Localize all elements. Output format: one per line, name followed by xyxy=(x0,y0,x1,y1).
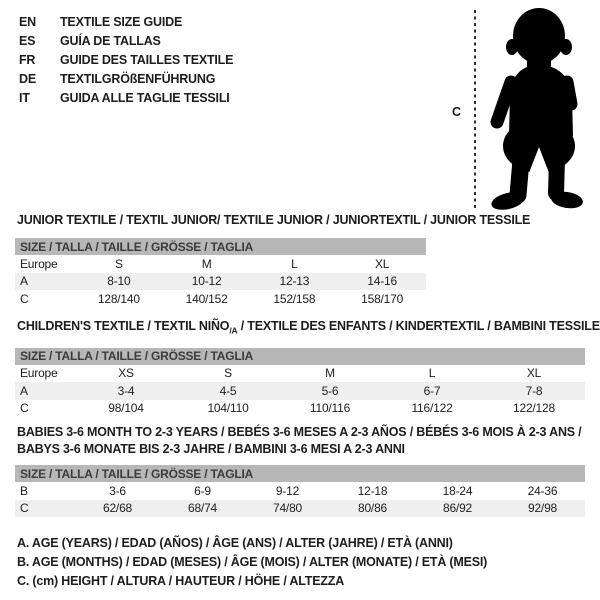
age-cell: 18-24 xyxy=(442,483,473,498)
size-cell: XL xyxy=(526,366,542,381)
age-cell: 6-7 xyxy=(381,382,483,400)
height-cell: 74/80 xyxy=(245,500,330,518)
language-row-en xyxy=(19,12,233,31)
size-cell: XL xyxy=(374,256,390,271)
size-cell: S xyxy=(114,256,123,271)
language-label: GUÍA DE TALLAS xyxy=(60,33,161,48)
height-cell: 62/68 xyxy=(75,500,160,518)
table-row-europe xyxy=(15,255,426,273)
row-label: Europe xyxy=(20,366,58,381)
height-cell: 92/98 xyxy=(500,500,585,518)
language-row-it xyxy=(19,88,233,107)
children-size-table xyxy=(15,348,585,418)
age-cell: 3-6 xyxy=(109,483,126,498)
height-cell: 68/74 xyxy=(160,500,245,518)
babies-table-title xyxy=(17,424,585,458)
size-cell: L xyxy=(291,256,298,271)
height-cell: 116/122 xyxy=(411,401,453,416)
height-cell: 98/104 xyxy=(108,401,144,416)
table-row-age xyxy=(15,382,585,400)
language-code: ES xyxy=(19,33,36,48)
age-cell: 12-13 xyxy=(251,273,339,291)
language-code: IT xyxy=(19,90,30,105)
size-cell: L xyxy=(428,366,436,381)
age-cell: 10-12 xyxy=(163,273,251,291)
language-code: EN xyxy=(19,14,36,29)
language-code: FR xyxy=(19,52,36,67)
row-label: B xyxy=(20,483,28,498)
title-subscript: /A xyxy=(229,325,238,336)
language-label: GUIDA ALLE TAGLIE TESSILI xyxy=(60,90,230,105)
age-cell: 14-16 xyxy=(338,273,426,291)
babies-textile-section xyxy=(15,424,585,517)
footnote-age-years: A. AGE (YEARS) / EDAD (AÑOS) / ÂGE (ANS) / ALTER (JAHRE) / ETÀ (ANNI) xyxy=(17,536,453,550)
table-row-age xyxy=(15,273,426,291)
footnotes-legend xyxy=(17,534,487,591)
age-cell: 7-8 xyxy=(483,382,585,400)
baby-silhouette-icon xyxy=(483,5,595,211)
age-cell: 12-18 xyxy=(357,483,388,498)
height-cell: 140/152 xyxy=(185,291,228,306)
junior-table-title: JUNIOR TEXTILE / TEXTIL JUNIOR/ TEXTILE JUNIOR / JUNIORTEXTIL / JUNIOR TESSILE xyxy=(17,213,531,227)
language-label: GUIDE DES TAILLES TEXTILE xyxy=(60,52,234,67)
title-line-1: BABIES 3-6 MONTH TO 2-3 YEARS / BEBÉS 3-6 MESES A 2-3 AÑOS / BÉBÉS 3-6 MOIS À 2-3 ANS / xyxy=(17,425,582,439)
size-header-bar: SIZE / TALLA / TAILLE / GRÖSSE / TAGLIA xyxy=(15,348,585,365)
table-row-height xyxy=(15,290,426,308)
size-cell: XS xyxy=(118,366,134,381)
height-cell: 158/170 xyxy=(361,291,404,306)
age-cell: 3-4 xyxy=(75,382,177,400)
size-cell: S xyxy=(224,366,232,381)
title-text: CHILDREN'S TEXTILE / TEXTIL NIÑO xyxy=(17,319,230,333)
table-row-height xyxy=(15,500,585,518)
children-textile-section xyxy=(15,319,600,417)
age-cell: 9-12 xyxy=(275,483,300,498)
table-row-age-months xyxy=(15,482,585,500)
junior-textile-section xyxy=(15,213,531,308)
language-label: TEXTILGRÖßENFÜHRUNG xyxy=(60,71,216,86)
size-header-bar: SIZE / TALLA / TAILLE / GRÖSSE / TAGLIA xyxy=(15,238,426,255)
height-cell: 152/158 xyxy=(273,291,316,306)
language-label: TEXTILE SIZE GUIDE xyxy=(60,14,183,29)
age-cell: 24-36 xyxy=(527,483,558,498)
children-table-title xyxy=(17,319,600,336)
language-legend xyxy=(19,12,233,107)
height-marker-dashed-line xyxy=(474,10,476,208)
babies-size-table xyxy=(15,465,585,517)
row-label: A xyxy=(15,382,75,400)
language-row-de xyxy=(19,69,233,88)
footnote-height: C. (cm) HEIGHT / ALTURA / HAUTEUR / HÖHE / ALTEZZA xyxy=(17,574,345,588)
height-cell: 122/128 xyxy=(513,401,555,416)
size-header-bar: SIZE / TALLA / TAILLE / GRÖSSE / TAGLIA xyxy=(15,465,585,482)
age-cell: 8-10 xyxy=(75,273,163,291)
table-row-europe xyxy=(15,365,585,383)
height-cell: 128/140 xyxy=(97,291,140,306)
title-line-2: BABYS 3-6 MONATE BIS 2-3 JAHRE / BAMBINI 3-6 MESI A 2-3 ANNI xyxy=(17,442,405,456)
junior-size-table xyxy=(15,238,426,308)
row-label: A xyxy=(15,273,75,291)
language-code: DE xyxy=(19,71,36,86)
row-label: C xyxy=(20,401,29,416)
height-cell: 80/86 xyxy=(330,500,415,518)
height-cell: 110/116 xyxy=(309,401,351,416)
age-cell: 6-9 xyxy=(194,483,211,498)
title-text: / TEXTILE DES ENFANTS / KINDERTEXTIL / BAMBINI TESSILE xyxy=(237,319,600,333)
age-cell: 5-6 xyxy=(279,382,381,400)
language-row-es xyxy=(19,31,233,50)
table-row-height xyxy=(15,400,585,418)
height-marker-label: C xyxy=(452,105,462,119)
language-row-fr xyxy=(19,50,233,69)
age-cell: 4-5 xyxy=(177,382,279,400)
footnote-age-months: B. AGE (MONTHS) / EDAD (MESES) / ÂGE (MOIS) / ALTER (MONATE) / ETÀ (MESI) xyxy=(17,555,488,569)
row-label: C xyxy=(15,500,75,518)
size-cell: M xyxy=(325,366,335,381)
height-cell: 86/92 xyxy=(415,500,500,518)
row-label: Europe xyxy=(20,256,58,271)
size-cell: M xyxy=(201,256,212,271)
row-label: C xyxy=(20,291,29,306)
height-cell: 104/110 xyxy=(207,401,249,416)
